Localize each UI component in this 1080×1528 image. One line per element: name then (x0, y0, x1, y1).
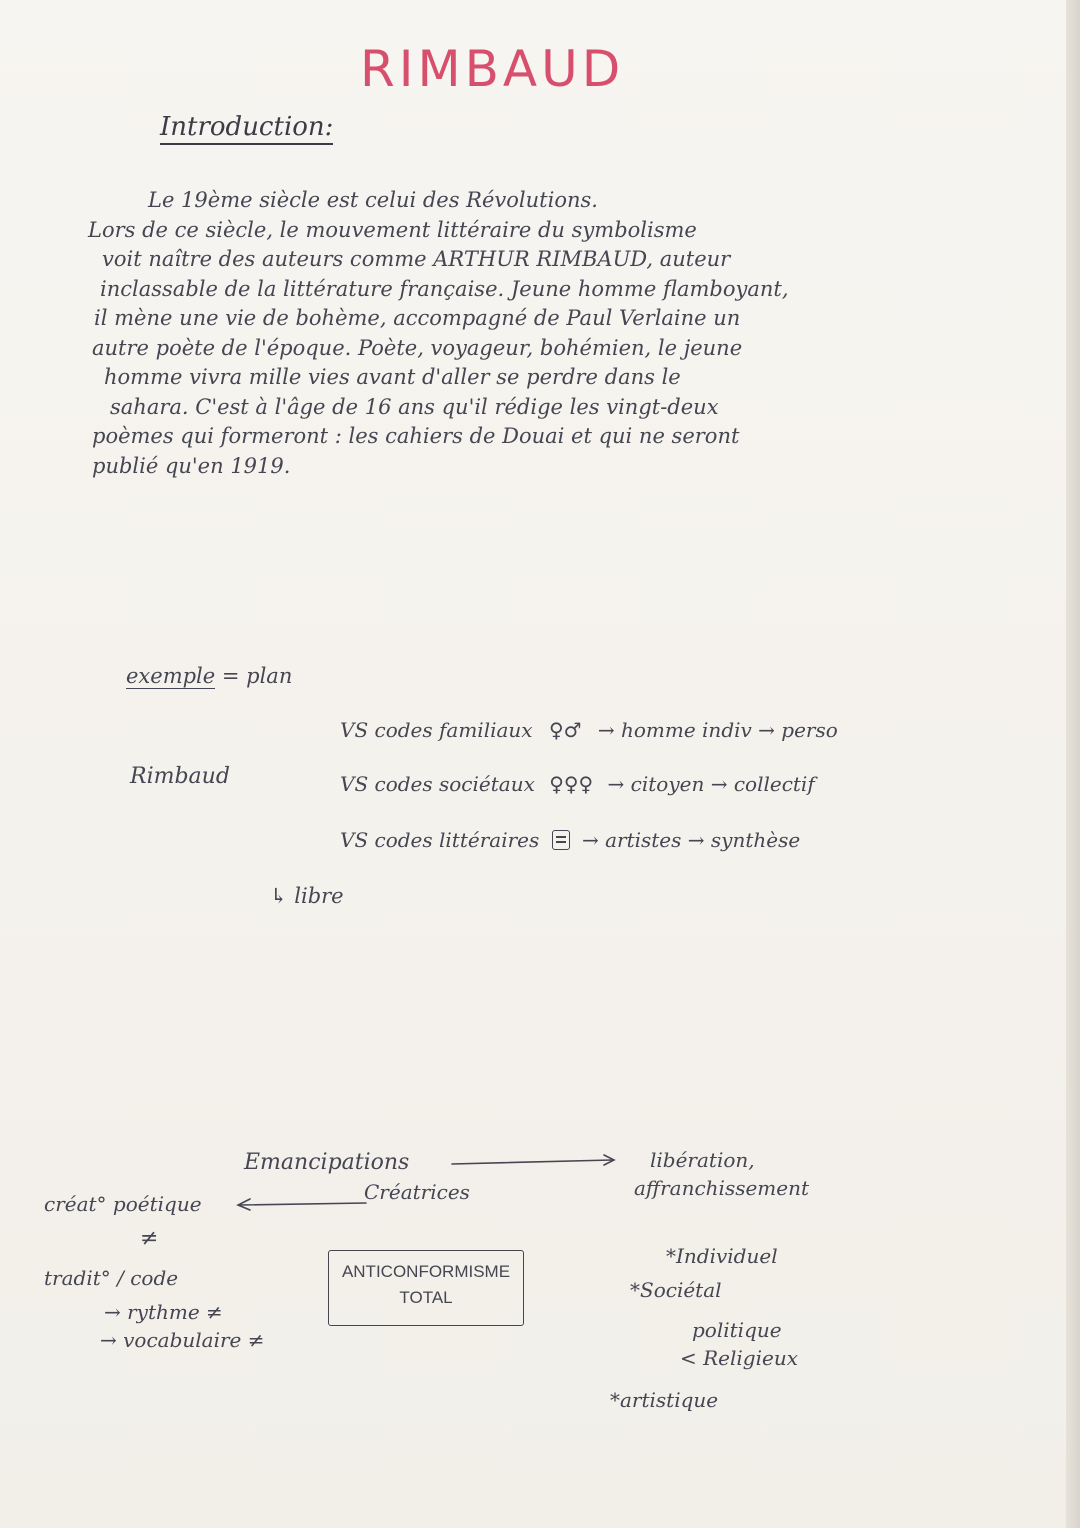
arrow-to-liberation (452, 1160, 612, 1164)
family-icon: ♀︎♂︎ (548, 718, 582, 742)
paragraph-line: il mène une vie de bohème, accompagné de Paul Verlaine un (94, 306, 741, 330)
individuel-label: *Individuel (666, 1244, 778, 1268)
not-equal-symbol: ≠ (140, 1226, 159, 1251)
emancipations-label: Emancipations (244, 1150, 410, 1175)
tradition-label: tradit° / code (44, 1266, 179, 1290)
paragraph-line: voit naître des auteurs comme ARTHUR RIMBAUD, auteur (102, 247, 731, 271)
vocabulaire-label: → vocabulaire ≠ (100, 1328, 265, 1352)
affranchissement-label: affranchissement (634, 1176, 810, 1200)
creatrices-label: Créatrices (364, 1180, 470, 1204)
plan-line-consequence: → artistes → synthèse (581, 828, 801, 852)
people-icon: ♀♀♀ (549, 772, 594, 796)
book-icon (552, 830, 570, 850)
page-edge (1066, 0, 1080, 1528)
example-word: exemple (126, 664, 216, 688)
plan-line-litteraire (340, 828, 800, 852)
plan-subject: Rimbaud (130, 764, 230, 789)
arrowhead-creation (238, 1199, 250, 1210)
example-label (126, 664, 292, 688)
plan-line-label: VS codes littéraires (340, 828, 540, 852)
intro-heading: Introduction: (160, 112, 333, 145)
plan-line-label: VS codes familiaux (340, 718, 533, 742)
rythme-label: → rythme ≠ (104, 1300, 223, 1324)
page-title: RIMBAUD (360, 40, 625, 98)
plan-line-label: VS codes sociétaux (340, 772, 535, 796)
politique-label: politique (692, 1318, 782, 1342)
societal-label: *Sociétal (630, 1278, 722, 1302)
liberation-label: libération, (650, 1148, 755, 1172)
creation-poetique-label: créat° poétique (44, 1192, 202, 1216)
total-text: TOTAL (399, 1288, 453, 1307)
anticonformisme-text: ANTICONFORMISME (341, 1262, 511, 1281)
plan-line-consequence: → homme indiv → perso (597, 718, 838, 742)
paragraph-line: Lors de ce siècle, le mouvement littéraire du symbolisme (88, 217, 697, 242)
paragraph-line: inclassable de la littérature française. Jeune homme flamboyant, (100, 276, 789, 301)
paragraph-line: autre poète de l'époque. Poète, voyageur, bohémien, le jeune (92, 335, 743, 360)
arrowhead-liberation (604, 1155, 614, 1165)
plan-word: = plan (215, 664, 293, 688)
plan-line-consequence: → citoyen → collectif (607, 772, 815, 796)
paragraph-line: homme vivra mille vies avant d'aller se perdre dans le (104, 365, 681, 389)
arrow-to-creation (240, 1203, 366, 1205)
paragraph-line: Le 19ème siècle est celui des Révolutions. (148, 188, 598, 212)
paragraph-line: publié qu'en 1919. (92, 453, 291, 478)
intro-paragraph (88, 186, 968, 481)
artistique-label: *artistique (610, 1388, 719, 1412)
plan-line-familial (340, 718, 838, 742)
anticonformisme-box (328, 1250, 524, 1326)
paragraph-line: poèmes qui formeront : les cahiers de Douai et qui ne seront (92, 424, 740, 448)
plan-line-societal (340, 772, 815, 796)
paragraph-line: sahara. C'est à l'âge de 16 ans qu'il rédige les vingt-deux (110, 394, 719, 419)
religieux-label: < Religieux (680, 1346, 798, 1370)
libre-note: ↳ libre (270, 884, 344, 908)
